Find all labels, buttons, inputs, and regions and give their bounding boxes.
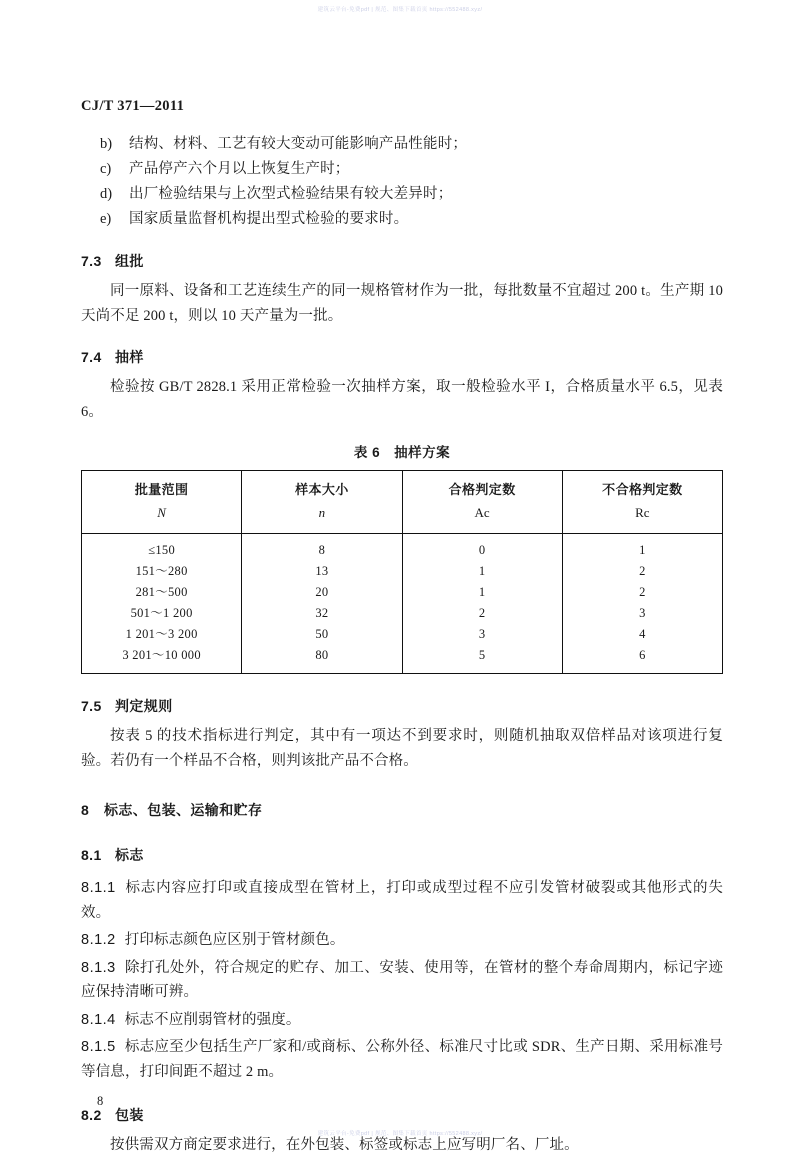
lettered-list xyxy=(81,132,723,232)
list-item xyxy=(81,182,723,207)
cell-lot-range: 1 201～3 200 xyxy=(82,624,242,645)
list-item-marker: e) xyxy=(100,211,112,227)
clause-text: 除打孔处外，符合规定的贮存、加工、安装、使用等，在管材的整个寿命周期内，标记字迹应保持清晰可辨。 xyxy=(81,959,723,1000)
list-item-label: 产品停产六个月以上恢复生产时； xyxy=(129,161,350,177)
list-item-marker: d) xyxy=(100,186,113,202)
cell-lot-range: 281～500 xyxy=(82,582,242,603)
section-number: 7.5 xyxy=(81,698,102,714)
column-header-lot-range xyxy=(82,471,242,534)
list-item-marker: b) xyxy=(100,136,113,152)
watermark-top: 建筑云平台-免费pdf | 规范、图集下载首页 https://552488.xyz/ xyxy=(317,7,483,13)
section-title: 标志、包装、运输和贮存 xyxy=(104,802,263,818)
cell-sample-size: 13 xyxy=(242,561,402,582)
clause-number: 8.1.2 xyxy=(81,932,116,948)
standard-header: CJ/T 371—2011 xyxy=(81,98,185,114)
table-row xyxy=(82,603,723,624)
cell-sample-size: 8 xyxy=(242,534,402,562)
cell-sample-size: 50 xyxy=(242,624,402,645)
section-number: 7.4 xyxy=(81,349,102,365)
list-item xyxy=(81,157,723,182)
column-header-symbol: N xyxy=(157,505,166,520)
table-row xyxy=(82,561,723,582)
watermark-bottom: 建筑云平台-免费pdf | 规范、图集下载首页 https://552488.xyz/ xyxy=(317,1131,483,1137)
table-row xyxy=(82,645,723,674)
cell-reject-number: 1 xyxy=(562,534,722,562)
section-heading-8 xyxy=(81,800,723,820)
column-header-reject-number xyxy=(562,471,722,534)
cell-accept-number: 2 xyxy=(402,603,562,624)
list-item-label: 出厂检验结果与上次型式检验结果有较大差异时； xyxy=(129,186,453,202)
cell-reject-number: 3 xyxy=(562,603,722,624)
clause-8-1-4 xyxy=(81,1008,723,1033)
cell-lot-range: 151～280 xyxy=(82,561,242,582)
column-header-symbol: Ac xyxy=(474,505,490,520)
table-body xyxy=(82,534,723,674)
cell-lot-range: 3 201～10 000 xyxy=(82,645,242,674)
cell-sample-size: 20 xyxy=(242,582,402,603)
table-head xyxy=(82,471,723,534)
list-item-label: 国家质量监督机构提出型式检验的要求时。 xyxy=(129,211,409,227)
cell-accept-number: 5 xyxy=(402,645,562,674)
column-header-symbol: n xyxy=(318,505,326,520)
list-item xyxy=(81,132,723,157)
column-header-title: 不合格判定数 xyxy=(602,482,683,497)
cell-reject-number: 6 xyxy=(562,645,722,674)
table-row xyxy=(82,624,723,645)
cell-accept-number: 3 xyxy=(402,624,562,645)
cell-sample-size: 80 xyxy=(242,645,402,674)
table-row xyxy=(82,534,723,562)
cell-lot-range: ≤150 xyxy=(82,534,242,562)
section-body-7-3: 同一原料、设备和工艺连续生产的同一规格管材作为一批，每批数量不宜超过 200 t。生产期 10 天尚不足 200 t，则以 10 天产量为一批。 xyxy=(81,283,723,324)
clause-number: 8.1.1 xyxy=(81,880,116,896)
column-header-sample-size xyxy=(242,471,402,534)
list-item-label: 结构、材料、工艺有较大变动可能影响产品性能时； xyxy=(129,136,468,152)
table-caption: 表 6 抽样方案 xyxy=(353,445,451,460)
clause-text: 标志内容应打印或直接成型在管材上，打印或成型过程不应引发管材破裂或其他形式的失效。 xyxy=(81,880,723,921)
section-title: 组批 xyxy=(115,253,144,269)
section-title: 包装 xyxy=(115,1107,144,1123)
section-heading-7-5 xyxy=(81,696,723,716)
section-number: 7.3 xyxy=(81,253,102,269)
section-number: 8.2 xyxy=(81,1107,102,1123)
section-body-8-2: 按供需双方商定要求进行，在外包装、标签或标志上应写明厂名、厂址。 xyxy=(110,1137,579,1153)
clause-8-1-2 xyxy=(81,928,723,953)
column-header-accept-number xyxy=(402,471,562,534)
column-header-symbol: Rc xyxy=(635,505,650,520)
clause-text: 打印标志颜色应区别于管材颜色。 xyxy=(124,932,345,948)
clause-8-1-1 xyxy=(81,876,723,925)
cell-accept-number: 0 xyxy=(402,534,562,562)
cell-reject-number: 4 xyxy=(562,624,722,645)
page-number: 8 xyxy=(97,1094,104,1108)
clause-text: 标志应至少包括生产厂家和/或商标、公称外径、标准尺寸比或 SDR、生产日期、采用标准号等信息，打印间距不超过 2 m。 xyxy=(81,1039,723,1080)
column-header-title: 批量范围 xyxy=(134,482,189,497)
clause-8-1-5 xyxy=(81,1035,723,1084)
section-body-7-4: 检验按 GB/T 2828.1 采用正常检验一次抽样方案，取一般检验水平 I，合格质量水平 6.5，见表 6。 xyxy=(81,379,723,420)
table-header-row xyxy=(82,471,723,534)
column-header-title: 合格判定数 xyxy=(448,482,516,497)
cell-accept-number: 1 xyxy=(402,582,562,603)
section-number: 8 xyxy=(81,802,90,818)
cell-reject-number: 2 xyxy=(562,582,722,603)
section-title: 抽样 xyxy=(115,349,144,365)
table-row xyxy=(82,582,723,603)
sampling-plan-table xyxy=(81,470,723,674)
section-heading-8-1 xyxy=(81,845,723,865)
clause-number: 8.1.3 xyxy=(81,959,116,976)
cell-reject-number: 2 xyxy=(562,561,722,582)
section-body-7-5: 按表 5 的技术指标进行判定，其中有一项达不到要求时，则随机抽取双倍样品对该项进行复验。若仍有一个样品不合格，则判该批产品不合格。 xyxy=(81,728,723,769)
section-heading-8-2 xyxy=(81,1105,723,1125)
section-title: 判定规则 xyxy=(115,698,173,714)
clause-number: 8.1.4 xyxy=(81,1011,116,1028)
cell-lot-range: 501～1 200 xyxy=(82,603,242,624)
clause-number: 8.1.5 xyxy=(81,1039,116,1055)
list-item-marker: c) xyxy=(100,161,112,177)
clause-8-1-3 xyxy=(81,956,723,1005)
cell-accept-number: 1 xyxy=(402,561,562,582)
column-header-title: 样本大小 xyxy=(295,482,349,497)
section-title: 标志 xyxy=(115,847,144,863)
list-item xyxy=(81,207,723,232)
cell-sample-size: 32 xyxy=(242,603,402,624)
clause-text: 标志不应削弱管材的强度。 xyxy=(124,1011,301,1028)
page-content xyxy=(81,132,723,1158)
section-heading-7-4 xyxy=(81,347,723,367)
section-number: 8.1 xyxy=(81,847,102,863)
section-heading-7-3 xyxy=(81,251,723,271)
